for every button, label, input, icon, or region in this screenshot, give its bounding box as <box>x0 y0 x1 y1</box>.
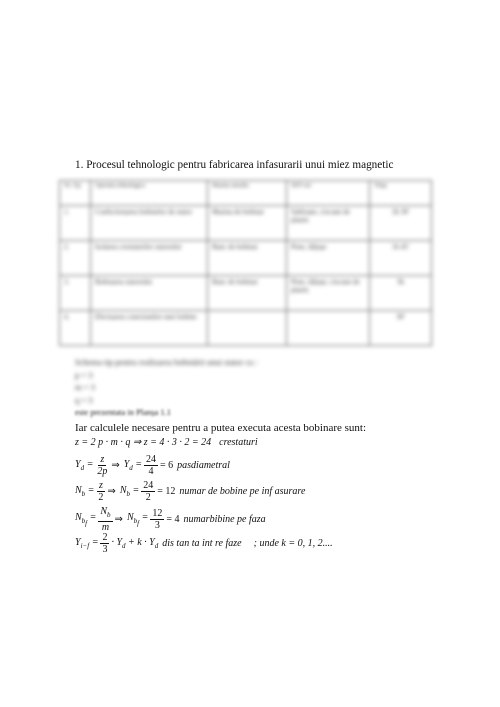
formula-bobine-pe-faza: $N_{b_f}$ = $\frac{N_b}{m}$ ⇒ $N_{b_f}$ = $\frac{12}{3}$ = 4 numarbibine pe faza <box>75 506 266 533</box>
cell-machine: Banc de bobinat <box>208 276 287 311</box>
table-row <box>60 276 432 311</box>
cell-nr: 4. <box>60 311 91 346</box>
col-operation: Operatia tehnologica <box>91 181 208 206</box>
formula-numar-bobine: $N_b$ = $\frac{z}{2}$ ⇒ $N_b$ = $\frac{24}{2}$ = 12 numar de bobine pe inf asurare <box>75 480 306 503</box>
table-header-row <box>60 181 432 206</box>
cell-nr: 1. <box>60 206 91 241</box>
formula-crestaturi <box>75 437 258 448</box>
cell-operation: Izolarea crestaturilor statorului <box>91 241 208 276</box>
cell-machine <box>208 311 287 346</box>
schema-block <box>75 356 258 419</box>
schema-line: Schema tip pentru realizarea bobinării unui stator cu : <box>75 357 258 367</box>
formula-result: = 6 <box>160 460 174 471</box>
cell-nr: 3. <box>60 276 91 311</box>
schema-reference: este prezentata in Planșa 1.1 <box>75 407 172 417</box>
formula-word: numarbibine pe faza <box>183 514 266 525</box>
cell-time: 2h 30' <box>370 206 432 241</box>
formula-distanta-faze: $Y_{i-f}$ = $\frac{2}{3}$ · $Y_d + k \cdot Y_d$ dis tan ta int re faze ; unde k = 0, 1, 2.... <box>75 532 333 555</box>
cell-operation: Bobinarea statorului <box>91 276 208 311</box>
table-row <box>60 241 432 276</box>
cell-sdv: Sabloane, ciocane de plastic <box>287 206 370 241</box>
section-heading: 1. Procesul tehnologic pentru fabricarea infasurarii unui miez magnetic <box>75 159 394 171</box>
col-machine: Masina unealta <box>208 181 287 206</box>
formula-word: numar de bobine pe inf asurare <box>179 486 306 497</box>
technology-table <box>59 180 432 346</box>
table-row <box>60 311 432 346</box>
schema-param: m = 3 <box>75 382 95 392</box>
cell-operation: Efectuarea conexiunilor unei bobine <box>91 311 208 346</box>
col-nr: Nr. Op. <box>60 181 91 206</box>
cell-sdv <box>287 311 370 346</box>
formula-result: = 4 <box>166 514 180 525</box>
cell-time: 30' <box>370 311 432 346</box>
schema-param: p = 3 <box>75 369 93 380</box>
formula-pas-diametral: $Y_d$ = $\frac{z}{2p}$ ⇒ $Y_d$ = $\frac{24}{4}$ = 6 pasdiametral <box>75 454 230 477</box>
formula-tail: ; unde k = 0, 1, 2.... <box>253 538 333 549</box>
cell-operation: Confectionarea bobinelor de stator <box>91 206 208 241</box>
cell-sdv: Pene, tăljuşe, ciocane de plastic <box>287 276 370 311</box>
col-sdv: SDV-uri <box>287 181 370 206</box>
cell-time: 3h <box>370 276 432 311</box>
cell-sdv: Pene, tăljuşe <box>287 241 370 276</box>
formula-word: pasdiametral <box>177 460 230 471</box>
schema-param: q = 3 <box>75 394 93 405</box>
cell-machine: Masina de bobinat <box>208 206 287 241</box>
cell-time: 1h 45' <box>370 241 432 276</box>
formula-word: crestaturi <box>219 437 258 448</box>
formula-expression: z = 2 p · m · q ⇒ z = 4 · 3 · 2 = 24 <box>75 437 212 448</box>
calculations-intro: Iar calculele necesare pentru a putea executa acesta bobinare sunt: <box>75 422 367 434</box>
formula-word: dis tan ta int re faze <box>162 538 242 549</box>
cell-nr: 2. <box>60 241 91 276</box>
formula-result: = 12 <box>157 486 176 497</box>
table-row <box>60 206 432 241</box>
col-time: Timp <box>370 181 432 206</box>
cell-machine: Banc de bobinat <box>208 241 287 276</box>
